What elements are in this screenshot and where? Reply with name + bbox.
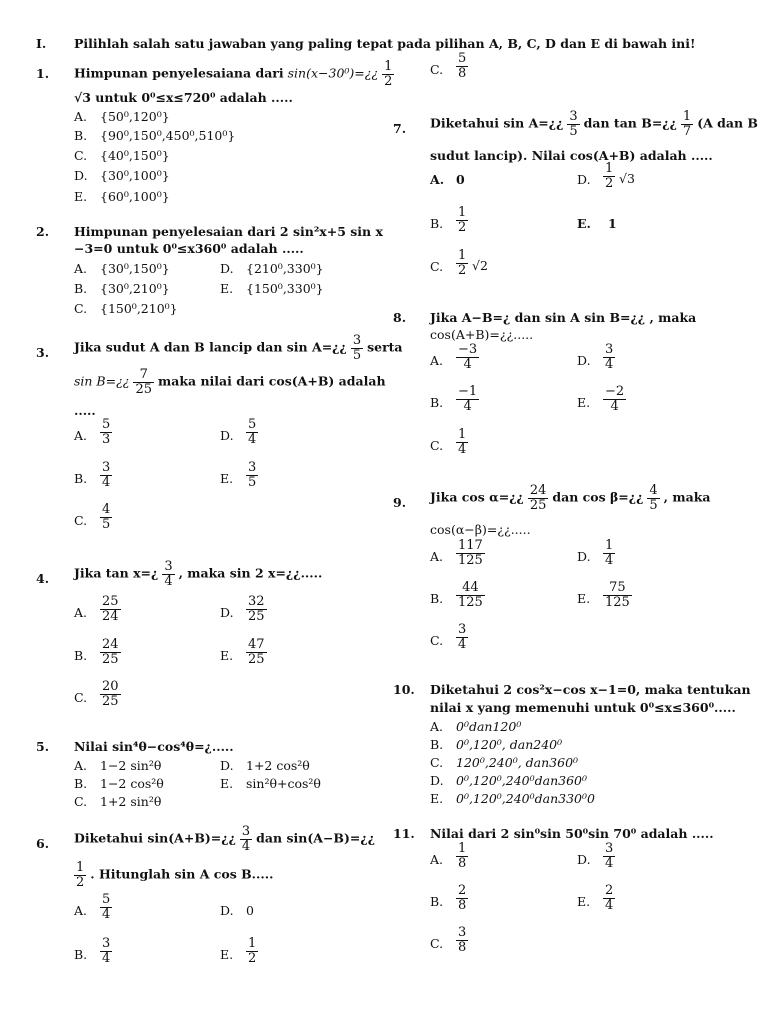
q9-number: 9. (393, 495, 407, 510)
section-number: I. (36, 36, 47, 51)
q5-option-c: C. 1+2 sin²θ (74, 794, 162, 809)
q5-option-d: D. 1+2 cos²θ (220, 758, 310, 773)
q3-line1: Jika sudut A dan B lancip dan sin A=¿¿ $\frac{3}{5}$ serta (74, 333, 403, 363)
q3-line2: sin B=¿¿ $\frac{7}{25}$ maka nilai dari cos(A+B) adalah (74, 367, 386, 397)
q1-fraction: $\frac{1}{2}$ (384, 59, 393, 89)
q11-line: Nilai dari 2 sin⁰sin 50⁰sin 70⁰ adalah ..... (430, 826, 714, 841)
q5-option-b: B. 1−2 cos²θ (74, 776, 164, 791)
q6-line1: Diketahui sin(A+B)=¿¿ $\frac{3}{4}$ dan sin(A−B)=¿¿ (74, 824, 376, 854)
q3-fraction-1: $\frac{3}{5}$ (352, 333, 362, 363)
q2-option-a: A. {30⁰,150⁰} (74, 261, 170, 276)
q1-line1 (74, 60, 394, 88)
q9-line1: Jika cos α=¿¿ $\frac{24}{25}$ dan cos β=¿¿ $\frac{4}{5}$ , maka (430, 483, 711, 513)
q3-fraction-2: $\frac{7}{25}$ (135, 367, 153, 397)
q2-line1: Himpunan penyelesaian dari 2 sin²x+5 sin x (74, 224, 383, 239)
q3-number: 3. (36, 345, 50, 360)
q2-number: 2. (36, 224, 50, 239)
q11-number: 11. (393, 826, 415, 841)
q6-line2: $\frac{1}{2}$ . Hitunglah sin A cos B..... (76, 860, 274, 890)
q1-line2: √3 untuk 0⁰≤x≤720⁰ adalah ..... (74, 90, 293, 105)
q2-line2: −3=0 untuk 0⁰≤x360⁰ adalah ..... (74, 241, 304, 256)
q1-number: 1. (36, 66, 50, 81)
q9-line2: cos(α−β)=¿¿..... (430, 522, 531, 537)
q1-option-e: E. {60⁰,100⁰} (74, 189, 170, 204)
q10-line2: nilai x yang memenuhi untuk 0⁰≤x≤360⁰..... (430, 700, 736, 715)
q10-option-a: A. 0⁰dan120⁰ (430, 719, 522, 734)
q10-option-c: C. 120⁰,240⁰, dan360⁰ (430, 755, 579, 770)
q10-option-d: D. 0⁰,120⁰,240⁰dan360⁰ (430, 773, 588, 788)
q3-line3: ..... (74, 403, 96, 418)
q10-option-e: E. 0⁰,120⁰,240⁰dan330⁰0 (430, 791, 595, 806)
q10-line1: Diketahui 2 cos²x−cos x−1=0, maka tentukan (430, 682, 751, 697)
q6-fraction-2: $\frac{1}{2}$ (76, 860, 85, 890)
section-instruction: Pilihlah salah satu jawaban yang paling tepat pada pilihan A, B, C, D dan E di bawah ini! (74, 36, 696, 51)
q8-line2: cos(A+B)=¿¿..... (430, 327, 534, 342)
q8-line1: Jika A−B=¿ dan sin A sin B=¿¿ , maka (430, 310, 697, 325)
q1-option-d: D. {30⁰,100⁰} (74, 168, 170, 183)
exam-page: I. Pilihlah salah satu jawaban yang paling tepat pada pilihan A, B, C, D dan E di bawah ini! 1. Himpunan penyelesaiana dari sin(x−30⁰)=¿¿ $\frac{1}{2}$ √3 untuk 0⁰≤x≤720⁰ adalah ..... A. {50⁰,120⁰} B. {90⁰,150⁰,450⁰,510⁰} C. {40⁰,150⁰} D. {30⁰,100⁰} E. {60⁰,100⁰} 2. Himpunan penyelesaian dari 2 sin²x+5 sin x −3=0 untuk 0⁰≤x360⁰ adalah ..... A. {30⁰,150⁰} B. {30⁰,210⁰} C. {150⁰,210⁰} D. {210⁰,330⁰} E. {150⁰,330⁰} 3. Jika sudut A dan B lancip dan sin A=¿¿ $\frac{3}{5}$ serta sin B=¿¿ $\frac{7}{25}$ maka nilai dari cos(A+B) adalah ..... A. $\frac{5}{3}$ B. $\frac{3}{4}$ C. $\frac{4}{5}$ D. $\frac{5}{4}$ E. $\frac{3}{5}$ 4. Jika tan x=¿ $\frac{3}{4}$ , maka sin 2 x=¿¿..... A. $\frac{25}{24}$ B. $\frac{24}{25}$ C. $\frac{20}{25}$ D. $\frac{32}{25}$ E. $\frac{47}{25}$ 5. Nilai sin⁴θ−cos⁴θ=¿..... A. 1−2 sin²θ B. 1−2 cos²θ C. 1+2 sin²θ D. 1+2 cos²θ E. sin²θ+cos²θ 6. Diketahui sin(A+B)=¿¿ $\frac{3}{4}$ dan sin(A−B)=¿¿ $\frac{1}{2}$ . Hitunglah sin A cos B..... A. $\frac{5}{4}$ B. $\frac{3}{4}$ D. 0 E. $\frac{1}{2}$ C. $\frac{5}{8}$ 7. Diketahui sin A=¿¿ $\frac{3}{5}$ dan tan B=¿¿ $\frac{1}{7}$ (A dan B sudut lancip). Nilai cos(A+B) adalah ..... A. 0 B. $\frac{1}{2}$ C. $\frac{1}{2}$ √2 D. $\frac{1}{2}$ √3 E. 1 8. Jika A−B=¿ dan sin A sin B=¿¿ , maka cos(A+B)=¿¿..... A. $\frac{-3}{4}$ B. $\frac{-1}{4}$ C. $\frac{1}{4}$ D. $\frac{3}{4}$ E. $\frac{-2}{4}$ 9. Jika cos α=¿¿ $\frac{24}{25}$ dan cos β=¿¿ $\frac{4}{5}$ , maka cos(α−β)=¿¿..... A. $\frac{117}{125}$ B. $\frac{44}{125}$ C. $\frac{3}{4}$ D. $\frac{1}{4}$ E. $\frac{75}{125}$ 10. Diketahui 2 cos²x−cos x−1=0, maka tentukan nilai x yang memenuhi untuk 0⁰≤x≤360⁰..... A. 0⁰dan120⁰ B. 0⁰,120⁰, dan240⁰ C. 120⁰,240⁰, dan360⁰ D. 0⁰,120⁰,240⁰dan360⁰ E. 0⁰,120⁰,240⁰dan330⁰0 11. Nilai dari 2 sin⁰sin 50⁰sin 70⁰ adalah ..... A. $\frac{1}{8}$ B. $\frac{2}{8}$ C. $\frac{3}{8}$ D. $\frac{3}{4}$ E. $\frac{2}{4}$ (36, 36, 758, 966)
q1-text: Himpunan penyelesaiana dari (74, 65, 284, 81)
q2-option-d: D. {210⁰,330⁰} (220, 261, 324, 276)
q4-number: 4. (36, 571, 50, 586)
q6-option-d: D. 0 (220, 903, 254, 918)
q7-option-a: A. 0 (430, 172, 465, 187)
q7-fraction-2: $\frac{1}{7}$ (682, 109, 692, 139)
q2-option-c: C. {150⁰,210⁰} (74, 301, 178, 316)
q6-fraction-1: $\frac{3}{4}$ (241, 824, 251, 854)
q8-number: 8. (393, 310, 407, 325)
q7-number: 7. (393, 121, 407, 136)
q1-option-a: A. {50⁰,120⁰} (74, 109, 170, 124)
q7-fraction-1: $\frac{3}{5}$ (569, 109, 578, 139)
q9-fraction-2: $\frac{4}{5}$ (649, 483, 658, 513)
q7-line1: Diketahui sin A=¿¿ $\frac{3}{5}$ dan tan B=¿¿ $\frac{1}{7}$ (A dan B (430, 109, 758, 139)
q7-line2: sudut lancip). Nilai cos(A+B) adalah ..... (430, 148, 713, 163)
q1-expr: sin(x−30⁰)=¿¿ (287, 65, 379, 81)
q2-option-e: E. {150⁰,330⁰} (220, 281, 324, 296)
q10-option-b: B. 0⁰,120⁰, dan240⁰ (430, 737, 563, 752)
q2-option-b: B. {30⁰,210⁰} (74, 281, 170, 296)
q5-option-e: E. sin²θ+cos²θ (220, 776, 321, 791)
q5-option-a: A. 1−2 sin²θ (74, 758, 162, 773)
q6-number: 6. (36, 836, 50, 851)
q4-fraction: $\frac{3}{4}$ (164, 559, 173, 589)
q5-line: Nilai sin⁴θ−cos⁴θ=¿..... (74, 739, 234, 754)
q4-line: Jika tan x=¿ $\frac{3}{4}$ , maka sin 2 x=¿¿..... (74, 559, 323, 589)
q1-option-b: B. {90⁰,150⁰,450⁰,510⁰} (74, 128, 236, 143)
q9-fraction-1: $\frac{24}{25}$ (529, 483, 547, 513)
q1-option-c: C. {40⁰,150⁰} (74, 148, 170, 163)
q7-option-e: E. 1 (577, 216, 617, 231)
q5-number: 5. (36, 739, 50, 754)
q10-number: 10. (393, 682, 415, 697)
